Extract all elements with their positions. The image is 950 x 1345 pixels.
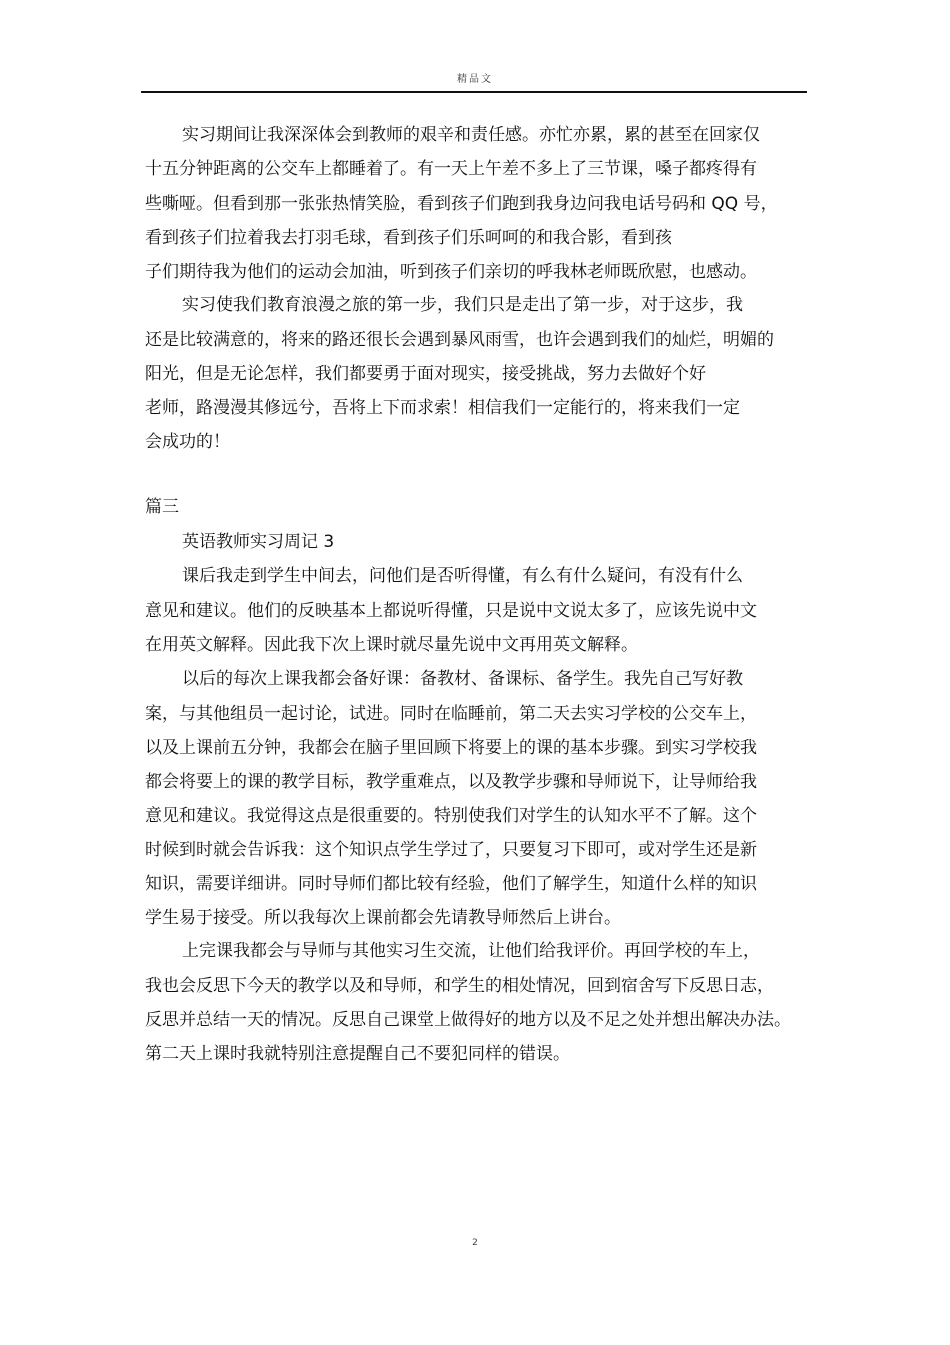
paragraph-line: 会成功的！ bbox=[145, 432, 230, 452]
paragraph-line: 实习期间让我深深体会到教师的艰辛和责任感。亦忙亦累，累的甚至在回家仅 bbox=[182, 125, 760, 145]
paragraph-line: 知识，需要详细讲。同时导师们都比较有经验，他们了解学生，知道什么样的知识 bbox=[145, 874, 757, 894]
paragraph-line: 还是比较满意的，将来的路还很长会遇到暴风雨雪，也许会遇到我们的灿烂，明媚的 bbox=[145, 330, 774, 350]
paragraph-line: 看到孩子们拉着我去打羽毛球，看到孩子们乐呵呵的和我合影，看到孩 bbox=[145, 228, 672, 248]
paragraph-line: 反思并总结一天的情况。反思自己课堂上做得好的地方以及不足之处并想出解决办法。 bbox=[145, 1010, 791, 1030]
paragraph-line: 以及上课前五分钟，我都会在脑子里回顾下将要上的课的基本步骤。到实习学校我 bbox=[145, 738, 757, 758]
paragraph-line: 在用英文解释。因此我下次上课时就尽量先说中文再用英文解释。 bbox=[145, 635, 638, 655]
paragraph-line: 意见和建议。他们的反映基本上都说听得懂，只是说中文说太多了，应该先说中文 bbox=[145, 601, 757, 621]
paragraph-line: 时候到时就会告诉我：这个知识点学生学过了，只要复习下即可，或对学生还是新 bbox=[145, 840, 757, 860]
paragraph-line: 第二天上课时我就特别注意提醒自己不要犯同样的错误。 bbox=[145, 1044, 570, 1064]
section-heading: 篇三 bbox=[145, 497, 179, 517]
paragraph-line: 实习使我们教育浪漫之旅的第一步，我们只是走出了第一步，对于这步，我 bbox=[182, 295, 743, 315]
page-number: 2 bbox=[472, 1238, 478, 1248]
paragraph-line: 意见和建议。我觉得这点是很重要的。特别使我们对学生的认知水平不了解。这个 bbox=[145, 806, 757, 826]
paragraph-line: 都会将要上的课的教学目标，教学重难点，以及教学步骤和导师说下，让导师给我 bbox=[145, 772, 757, 792]
running-header: 精品文 bbox=[457, 74, 493, 85]
paragraph-line: 子们期待我为他们的运动会加油，听到孩子们亲切的呼我林老师既欣慰，也感动。 bbox=[145, 262, 757, 282]
paragraph-line: 十五分钟距离的公交车上都睡着了。有一天上午差不多上了三节课，嗓子都疼得有 bbox=[145, 159, 757, 179]
header-rule bbox=[141, 91, 807, 93]
paragraph-line: 些嘶哑。但看到那一张张热情笑脸，看到孩子们跑到我身边问我电话号码和 QQ 号， bbox=[145, 194, 778, 214]
paragraph-line: 上完课我都会与导师与其他实习生交流，让他们给我评价。再回学校的车上， bbox=[182, 941, 760, 961]
article-title: 英语教师实习周记 3 bbox=[182, 532, 335, 552]
paragraph-line: 以后的每次上课我都会备好课：备教材、备课标、备学生。我先自己写好教 bbox=[182, 669, 743, 689]
paragraph-line: 案，与其他组员一起讨论，试进。同时在临睡前，第二天去实习学校的公交车上， bbox=[145, 704, 757, 724]
paragraph-line: 学生易于接受。所以我每次上课前都会先请教导师然后上讲台。 bbox=[145, 908, 621, 928]
paragraph-line: 我也会反思下今天的教学以及和导师，和学生的相处情况，回到宿舍写下反思日志， bbox=[145, 976, 774, 996]
paragraph-line: 老师，路漫漫其修远兮，吾将上下而求索！相信我们一定能行的，将来我们一定 bbox=[145, 398, 740, 418]
paragraph-line: 课后我走到学生中间去，问他们是否听得懂，有么有什么疑问，有没有什么 bbox=[182, 566, 743, 586]
paragraph-line: 阳光，但是无论怎样，我们都要勇于面对现实，接受挑战，努力去做好个好 bbox=[145, 364, 706, 384]
